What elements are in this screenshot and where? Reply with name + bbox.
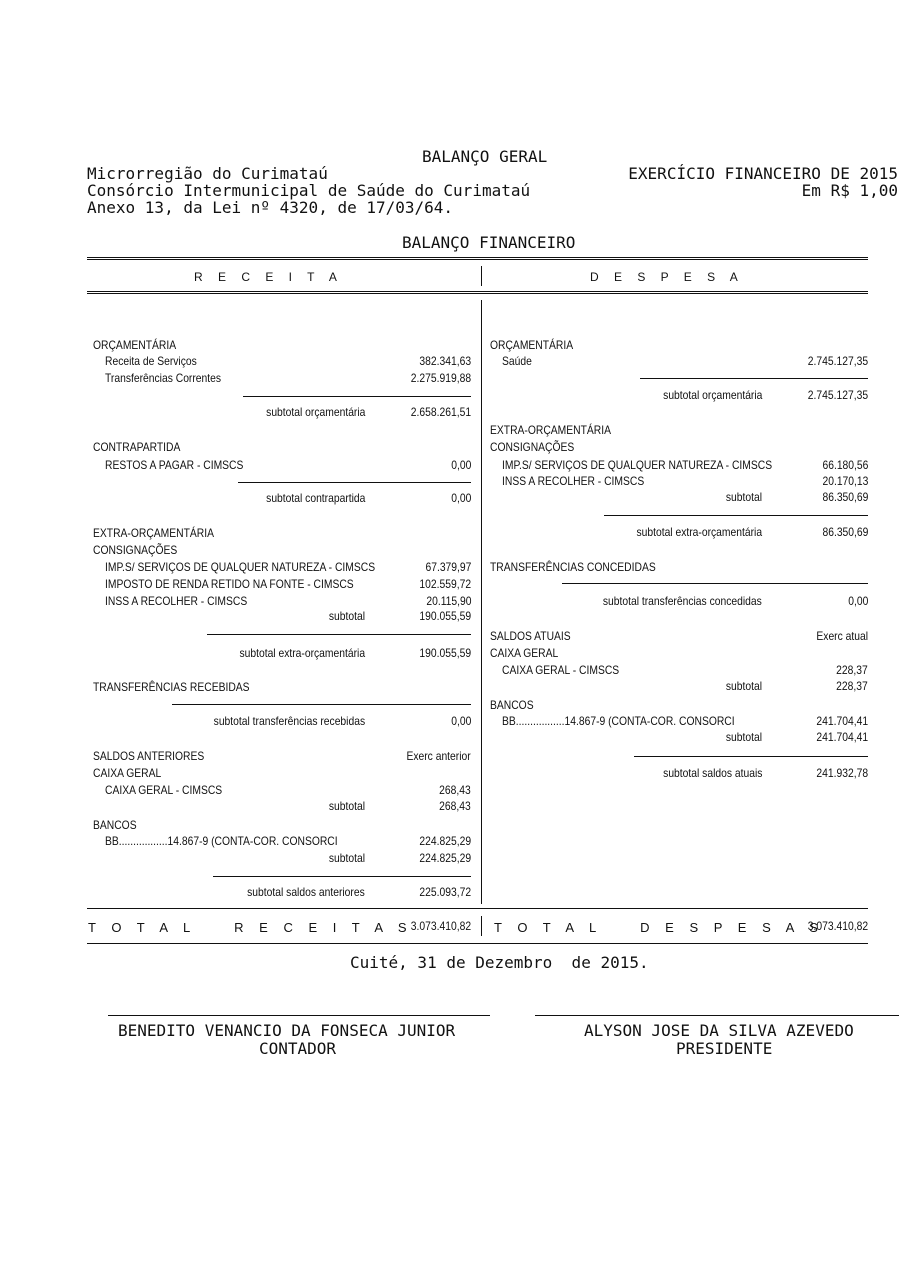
receita-saldos-rule — [213, 876, 471, 877]
total-receitas-value: 3.073.410,82 — [410, 919, 471, 933]
column-header-receita: R E C E I T A — [194, 270, 343, 284]
despesa-caixa-item-label: CAIXA GERAL - CIMSCS — [502, 663, 620, 677]
receita-bancos-item-label: BB.................14.867-9 (CONTA-COR. CONSORCI — [105, 834, 338, 848]
despesa-bancos-item-value: 241.704,41 — [816, 714, 868, 728]
totals-bottom-rule — [87, 943, 868, 944]
receita-transf-title: TRANSFERÊNCIAS RECEBIDAS — [93, 680, 250, 694]
receita-contra-item-label: RESTOS A PAGAR - CIMSCS — [105, 458, 244, 472]
signer2-name: ALYSON JOSE DA SILVA AZEVEDO — [584, 1021, 854, 1040]
despesa-transf-subtotal: 0,00 — [847, 594, 868, 608]
signer1-role: CONTADOR — [259, 1039, 337, 1058]
receita-bancos-subtotal-label: subtotal — [328, 851, 365, 865]
despesa-extra-item-label: IMP.S/ SERVIÇOS DE QUALQUER NATUREZA - CIMSCS — [502, 458, 773, 472]
receita-bancos-subtotal: 224.825,29 — [419, 851, 471, 865]
despesa-saldos-rule — [634, 756, 868, 757]
receita-extra-item-value: 102.559,72 — [419, 577, 471, 591]
despesa-extra-title: EXTRA-ORÇAMENTÁRIA — [490, 423, 611, 437]
receita-extra-subtotal-label: subtotal extra-orçamentária — [239, 646, 365, 660]
top-double-rule — [87, 257, 868, 260]
total-despesas-value: 3.073.410,82 — [807, 919, 868, 933]
totals-divider — [481, 916, 482, 936]
receita-item-value: 382.341,63 — [419, 354, 471, 368]
despesa-saldos-subtotal-label: subtotal saldos atuais — [662, 766, 762, 780]
receita-extra-rule — [207, 634, 471, 635]
despesa-bancos-item-label: BB.................14.867-9 (CONTA-COR. CONSORCI — [502, 714, 735, 728]
despesa-bancos-title: BANCOS — [490, 698, 534, 712]
column-divider-header — [481, 266, 482, 286]
receita-extra-item-label: INSS A RECOLHER - CIMSCS — [105, 594, 248, 608]
total-receitas-label: T O T A L R E C E I T A S — [88, 920, 413, 935]
receita-consig-title: CONSIGNAÇÕES — [93, 543, 178, 557]
despesa-transf-rule — [562, 583, 868, 584]
receita-contra-rule — [238, 482, 471, 483]
receita-caixa-item-value: 268,43 — [439, 783, 471, 797]
despesa-extra-rule — [604, 515, 868, 516]
despesa-item-label: Saúde — [502, 354, 532, 368]
total-despesas-label: T O T A L D E S P E S A S — [494, 920, 824, 935]
despesa-transf-title: TRANSFERÊNCIAS CONCEDIDAS — [490, 560, 656, 574]
report-subtitle: BALANÇO FINANCEIRO — [402, 233, 576, 252]
despesa-item-value: 2.745.127,35 — [807, 354, 868, 368]
receita-extra-item-label: IMPOSTO DE RENDA RETIDO NA FONTE - CIMSCS — [105, 577, 354, 591]
receita-extra-item-value: 67.379,97 — [425, 560, 471, 574]
column-divider — [481, 300, 482, 904]
column-header-despesa: D E S P E S A — [590, 270, 744, 284]
entity-name: Consórcio Intermunicipal de Saúde do Curimataú — [87, 181, 531, 200]
despesa-saldos-title: SALDOS ATUAIS — [490, 629, 571, 643]
receita-transf-subtotal: 0,00 — [450, 714, 471, 728]
despesa-caixa-item-value: 228,37 — [836, 663, 868, 677]
despesa-caixa-title: CAIXA GERAL — [490, 646, 559, 660]
receita-contra-subtotal-label: subtotal contrapartida — [265, 491, 365, 505]
despesa-orc-rule — [640, 378, 868, 379]
despesa-saldos-subtotal: 241.932,78 — [816, 766, 868, 780]
receita-extra-title: EXTRA-ORÇAMENTÁRIA — [93, 526, 214, 540]
receita-contra-item-value: 0,00 — [450, 458, 471, 472]
receita-contra-subtotal: 0,00 — [450, 491, 471, 505]
despesa-consig-subtotal: 86.350,69 — [822, 490, 868, 504]
receita-extra-item-label: IMP.S/ SERVIÇOS DE QUALQUER NATUREZA - CIMSCS — [105, 560, 376, 574]
despesa-saldos-col: Exerc atual — [816, 629, 868, 643]
receita-saldos-col: Exerc anterior — [406, 749, 471, 763]
receita-consig-subtotal-label: subtotal — [328, 609, 365, 623]
receita-item-label: Transferências Correntes — [105, 371, 222, 385]
currency-unit: Em R$ 1,00 — [801, 181, 898, 200]
receita-transf-subtotal-label: subtotal transferências recebidas — [213, 714, 365, 728]
despesa-extra-subtotal-label: subtotal extra-orçamentária — [636, 525, 762, 539]
receita-orc-subtotal: 2.658.261,51 — [410, 405, 471, 419]
receita-caixa-subtotal-label: subtotal — [328, 799, 365, 813]
receita-caixa-item-label: CAIXA GERAL - CIMSCS — [105, 783, 223, 797]
receita-saldos-subtotal-label: subtotal saldos anteriores — [247, 885, 365, 899]
receita-bancos-title: BANCOS — [93, 818, 137, 832]
despesa-bancos-subtotal: 241.704,41 — [816, 730, 868, 744]
receita-extra-item-value: 20.115,90 — [425, 594, 471, 608]
region-name: Microrregião do Curimataú — [87, 164, 328, 183]
receita-saldos-title: SALDOS ANTERIORES — [93, 749, 205, 763]
receita-orc-rule — [243, 396, 471, 397]
receita-orc-title: ORÇAMENTÁRIA — [93, 338, 177, 352]
despesa-consig-title: CONSIGNAÇÕES — [490, 440, 575, 454]
signature-line-1 — [108, 1015, 490, 1016]
receita-bancos-item-value: 224.825,29 — [419, 834, 471, 848]
despesa-orc-title: ORÇAMENTÁRIA — [490, 338, 574, 352]
despesa-extra-item-value: 20.170,13 — [822, 474, 868, 488]
despesa-orc-subtotal: 2.745.127,35 — [807, 388, 868, 402]
receita-consig-subtotal: 190.055,59 — [419, 609, 471, 623]
receita-orc-subtotal-label: subtotal orçamentária — [265, 405, 365, 419]
fiscal-year: EXERCÍCIO FINANCEIRO DE 2015 — [628, 164, 898, 183]
despesa-caixa-subtotal: 228,37 — [836, 679, 868, 693]
despesa-extra-subtotal: 86.350,69 — [822, 525, 868, 539]
despesa-transf-subtotal-label: subtotal transferências concedidas — [603, 594, 762, 608]
signer1-name: BENEDITO VENANCIO DA FONSECA JUNIOR — [118, 1021, 456, 1040]
receita-saldos-subtotal: 225.093,72 — [419, 885, 471, 899]
signer2-role: PRESIDENTE — [676, 1039, 773, 1058]
header-double-rule — [87, 291, 868, 294]
despesa-consig-subtotal-label: subtotal — [725, 490, 762, 504]
signature-line-2 — [535, 1015, 899, 1016]
date-line: Cuité, 31 de Dezembro de 2015. — [350, 953, 649, 972]
receita-caixa-title: CAIXA GERAL — [93, 766, 162, 780]
receita-item-value: 2.275.919,88 — [410, 371, 471, 385]
despesa-orc-subtotal-label: subtotal orçamentária — [662, 388, 762, 402]
receita-contra-title: CONTRAPARTIDA — [93, 440, 181, 454]
receita-caixa-subtotal: 268,43 — [439, 799, 471, 813]
despesa-bancos-subtotal-label: subtotal — [725, 730, 762, 744]
despesa-extra-item-label: INSS A RECOLHER - CIMSCS — [502, 474, 645, 488]
receita-item-label: Receita de Serviços — [105, 354, 197, 368]
despesa-caixa-subtotal-label: subtotal — [725, 679, 762, 693]
receita-transf-rule — [172, 704, 471, 705]
totals-top-rule — [87, 908, 868, 909]
report-title: BALANÇO GERAL — [422, 147, 548, 166]
despesa-extra-item-value: 66.180,56 — [822, 458, 868, 472]
receita-extra-subtotal: 190.055,59 — [419, 646, 471, 660]
law-reference: Anexo 13, da Lei nº 4320, de 17/03/64. — [87, 198, 454, 217]
